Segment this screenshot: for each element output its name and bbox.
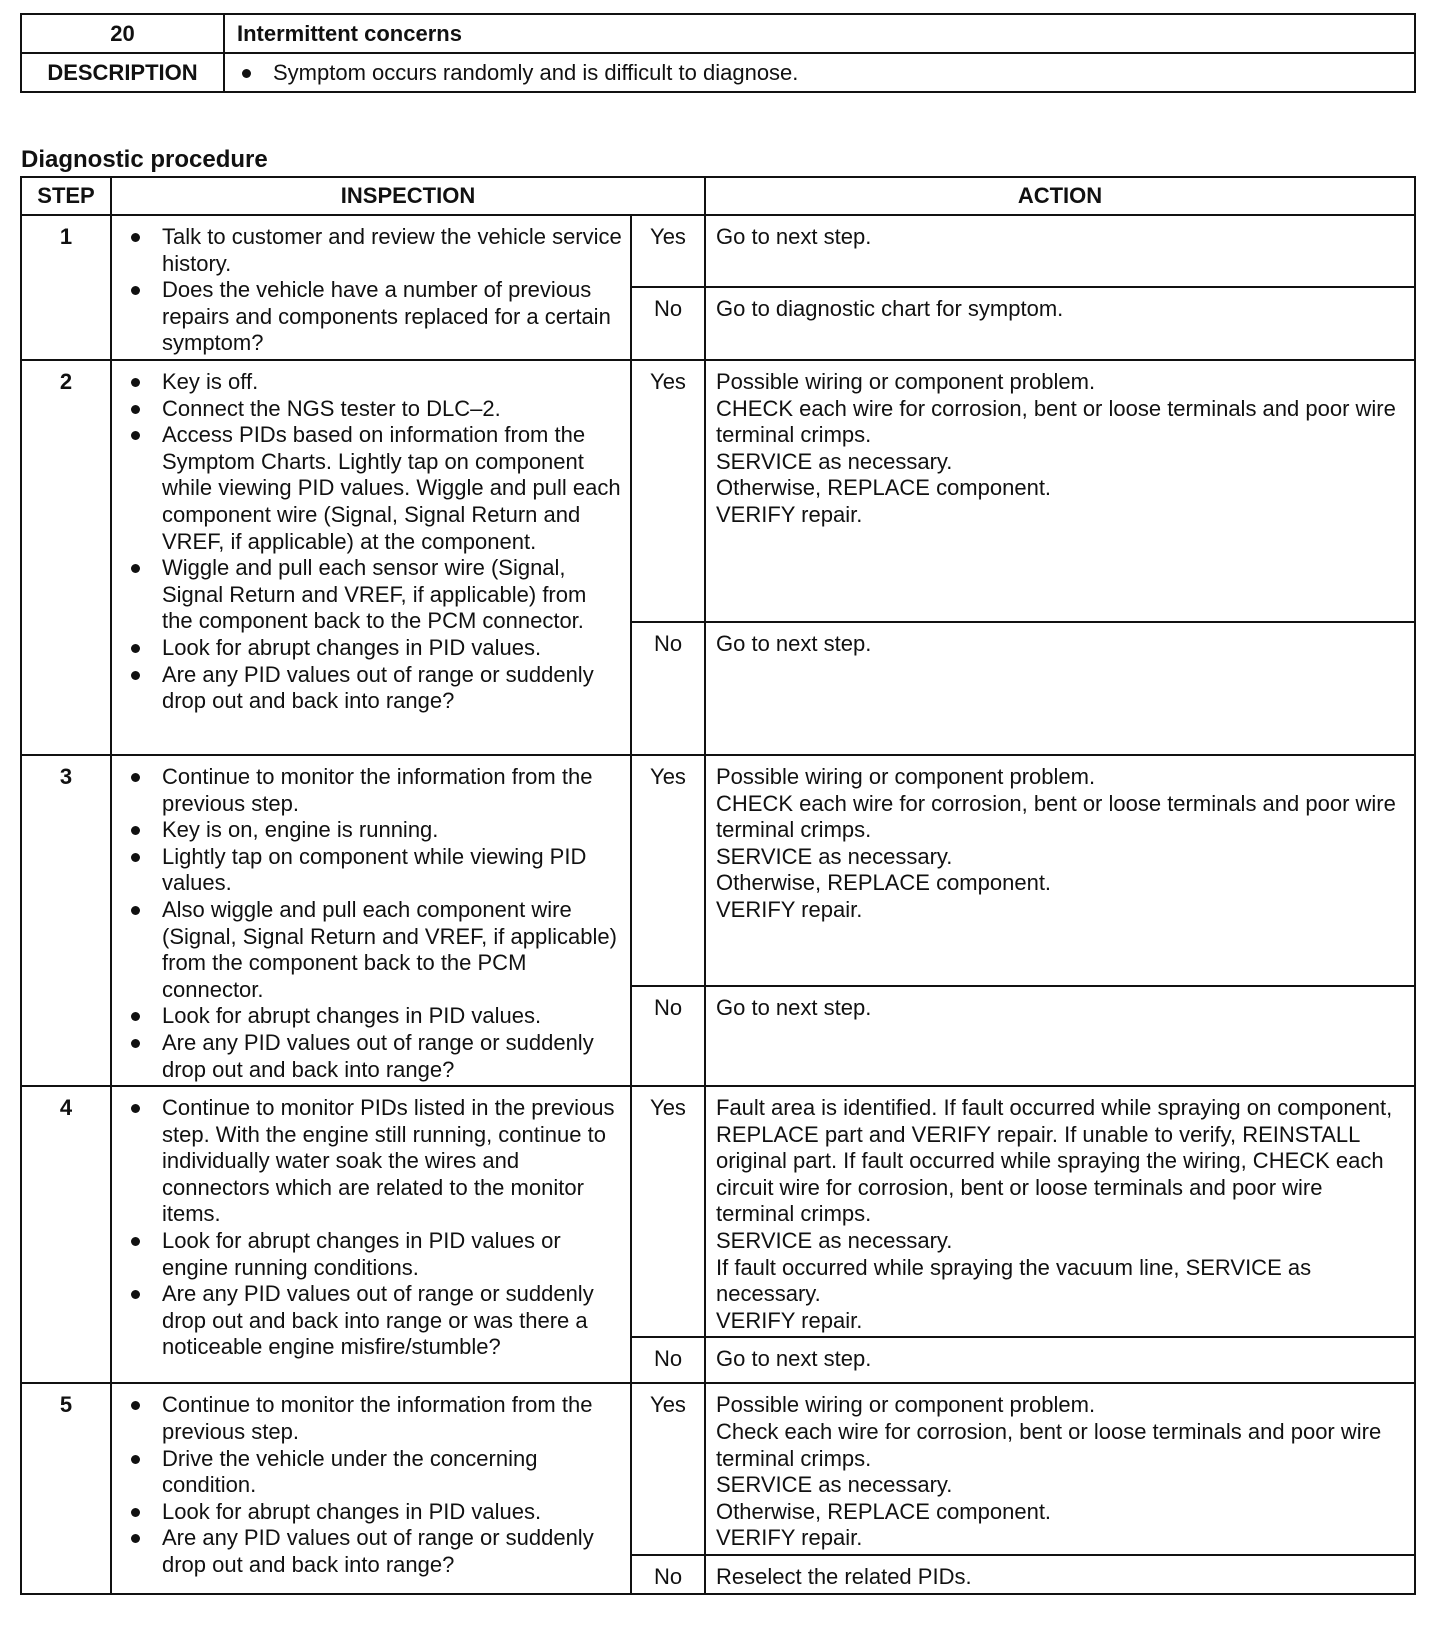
step-number: 3: [21, 755, 111, 1086]
action-line: Possible wiring or component problem.: [716, 1392, 1096, 1418]
action-line: Go to next step.: [716, 630, 872, 656]
inspection-item: Look for abrupt changes in PID values.: [126, 635, 622, 662]
yes-label: Yes: [631, 360, 705, 622]
action-line: Otherwise, REPLACE component.: [716, 870, 1052, 896]
step-number: 1: [21, 215, 111, 360]
yes-action: [705, 1086, 1415, 1337]
inspection-item: Talk to customer and review the vehicle service history.: [126, 224, 622, 277]
description-label: DESCRIPTION: [21, 53, 224, 92]
step-row: [21, 215, 1415, 287]
header-inspection: INSPECTION: [111, 177, 705, 215]
yes-label: Yes: [631, 215, 705, 287]
action-line: Go to next step.: [716, 224, 872, 249]
inspection-item: Continue to monitor the information from the previous step.: [126, 764, 622, 817]
action-line: Otherwise, REPLACE component.: [716, 1498, 1052, 1524]
step-row: [21, 360, 1415, 622]
inspection-item: Are any PID values out of range or suddenly drop out and back into range?: [126, 1030, 622, 1083]
inspection-item: Key is on, engine is running.: [126, 817, 622, 844]
action-line: SERVICE as necessary.: [716, 1472, 953, 1498]
step-number: 2: [21, 360, 111, 755]
action-line: Possible wiring or component problem.: [716, 763, 1096, 789]
inspection-list: [126, 1392, 622, 1578]
inspection-list: [126, 369, 622, 715]
action-line: SERVICE as necessary.: [716, 1228, 953, 1254]
no-label: No: [631, 622, 705, 755]
inspection-item: Wiggle and pull each sensor wire (Signal, Signal Return and VREF, if applicable) from the component back to the PCM connector.: [126, 555, 622, 635]
action-line: SERVICE as necessary.: [716, 843, 953, 869]
inspection-item: Are any PID values out of range or suddenly drop out and back into range or was there a noticeable engine misfire/stumble?: [126, 1281, 622, 1361]
inspection-cell: [111, 1086, 631, 1383]
no-action: [705, 986, 1415, 1086]
inspection-list: [126, 224, 622, 357]
inspection-item: Look for abrupt changes in PID values or engine running conditions.: [126, 1228, 622, 1281]
diagnostic-procedure-table: [20, 176, 1416, 1595]
section-title: Diagnostic procedure: [21, 146, 268, 173]
action-line: Otherwise, REPLACE component.: [716, 475, 1052, 501]
inspection-item: Are any PID values out of range or suddenly drop out and back into range?: [126, 1525, 622, 1578]
inspection-item: Does the vehicle have a number of previous repairs and components replaced for a certain symptom?: [126, 277, 622, 357]
step-number: 5: [21, 1383, 111, 1593]
inspection-item: Look for abrupt changes in PID values.: [126, 1003, 622, 1030]
procedure-header-row: [21, 177, 1415, 215]
action-line: If fault occurred while spraying the vacuum line, SERVICE as necessary.: [716, 1254, 1312, 1307]
inspection-item: Lightly tap on component while viewing PID values.: [126, 844, 622, 897]
no-label: No: [631, 1555, 705, 1594]
action-line: VERIFY repair.: [716, 896, 863, 922]
yes-label: Yes: [631, 755, 705, 986]
step-row: [21, 1086, 1415, 1337]
inspection-item: Also wiggle and pull each component wire (Signal, Signal Return and VREF, if applicable) from the component back to the PCM connector.: [126, 897, 622, 1003]
yes-label: Yes: [631, 1383, 705, 1555]
procedure-body: [21, 215, 1415, 1594]
action-line: Go to next step.: [716, 1346, 872, 1372]
no-action: [705, 1337, 1415, 1383]
inspection-cell: [111, 1383, 631, 1593]
action-line: VERIFY repair.: [716, 1525, 863, 1551]
no-action: [705, 287, 1415, 359]
inspection-item: Look for abrupt changes in PID values.: [126, 1499, 622, 1526]
step-row: [21, 755, 1415, 986]
no-label: No: [631, 287, 705, 359]
action-line: SERVICE as necessary.: [716, 448, 953, 474]
action-line: Possible wiring or component problem.: [716, 368, 1096, 394]
concern-title: Intermittent concerns: [224, 14, 1415, 53]
action-line: CHECK each wire for corrosion, bent or loose terminals and poor wire terminal crimps.: [716, 790, 1396, 843]
action-line: CHECK each wire for corrosion, bent or loose terminals and poor wire terminal crimps.: [716, 395, 1396, 448]
action-line: VERIFY repair.: [716, 501, 863, 527]
header-step: STEP: [21, 177, 111, 215]
action-line: VERIFY repair.: [716, 1307, 863, 1333]
inspection-item: Continue to monitor PIDs listed in the previous step. With the engine still running, continue to individually water soak the wires and connectors which are related to the monitor items.: [126, 1095, 622, 1228]
step-row: [21, 1383, 1415, 1555]
yes-action: [705, 215, 1415, 287]
action-line: Reselect the related PIDs.: [716, 1564, 972, 1589]
no-action: [705, 622, 1415, 755]
description-text: Symptom occurs randomly and is difficult to diagnose.: [237, 60, 1402, 86]
inspection-list: [126, 764, 622, 1083]
yes-action: [705, 1383, 1415, 1555]
step-number: 4: [21, 1086, 111, 1383]
inspection-item: Connect the NGS tester to DLC–2.: [126, 396, 622, 423]
inspection-list: [126, 1095, 622, 1361]
inspection-item: Are any PID values out of range or suddenly drop out and back into range?: [126, 662, 622, 715]
inspection-item: Drive the vehicle under the concerning condition.: [126, 1446, 622, 1499]
inspection-item: Continue to monitor the information from the previous step.: [126, 1392, 622, 1445]
inspection-cell: [111, 755, 631, 1086]
action-line: Go to next step.: [716, 995, 872, 1021]
header-action: ACTION: [705, 177, 1415, 215]
concern-number: 20: [21, 14, 224, 53]
yes-label: Yes: [631, 1086, 705, 1337]
no-label: No: [631, 1337, 705, 1383]
summary-table: [20, 13, 1416, 93]
summary-header-row: [21, 14, 1415, 53]
inspection-item: Access PIDs based on information from the Symptom Charts. Lightly tap on component while viewing PID values. Wiggle and pull each component wire (Signal, Signal Return and VREF, if applicable) at the component.: [126, 422, 622, 555]
inspection-cell: [111, 215, 631, 360]
summary-description-row: [21, 53, 1415, 92]
no-action: [705, 1555, 1415, 1594]
yes-action: [705, 360, 1415, 622]
action-line: Check each wire for corrosion, bent or loose terminals and poor wire terminal crimps.: [716, 1419, 1382, 1471]
yes-action: [705, 755, 1415, 986]
action-line: Go to diagnostic chart for symptom.: [716, 296, 1064, 322]
no-label: No: [631, 986, 705, 1086]
action-line: Fault area is identified. If fault occurred while spraying on component, REPLACE part and VERIFY repair. If unable to verify, REINSTALL original part. If fault occurred while spraying the wiring, CHECK each circuit wire for corrosion, bent or loose terminals and poor wire terminal crimps.: [716, 1095, 1393, 1227]
description-cell: [224, 53, 1415, 92]
inspection-cell: [111, 360, 631, 755]
inspection-item: Key is off.: [126, 369, 622, 396]
